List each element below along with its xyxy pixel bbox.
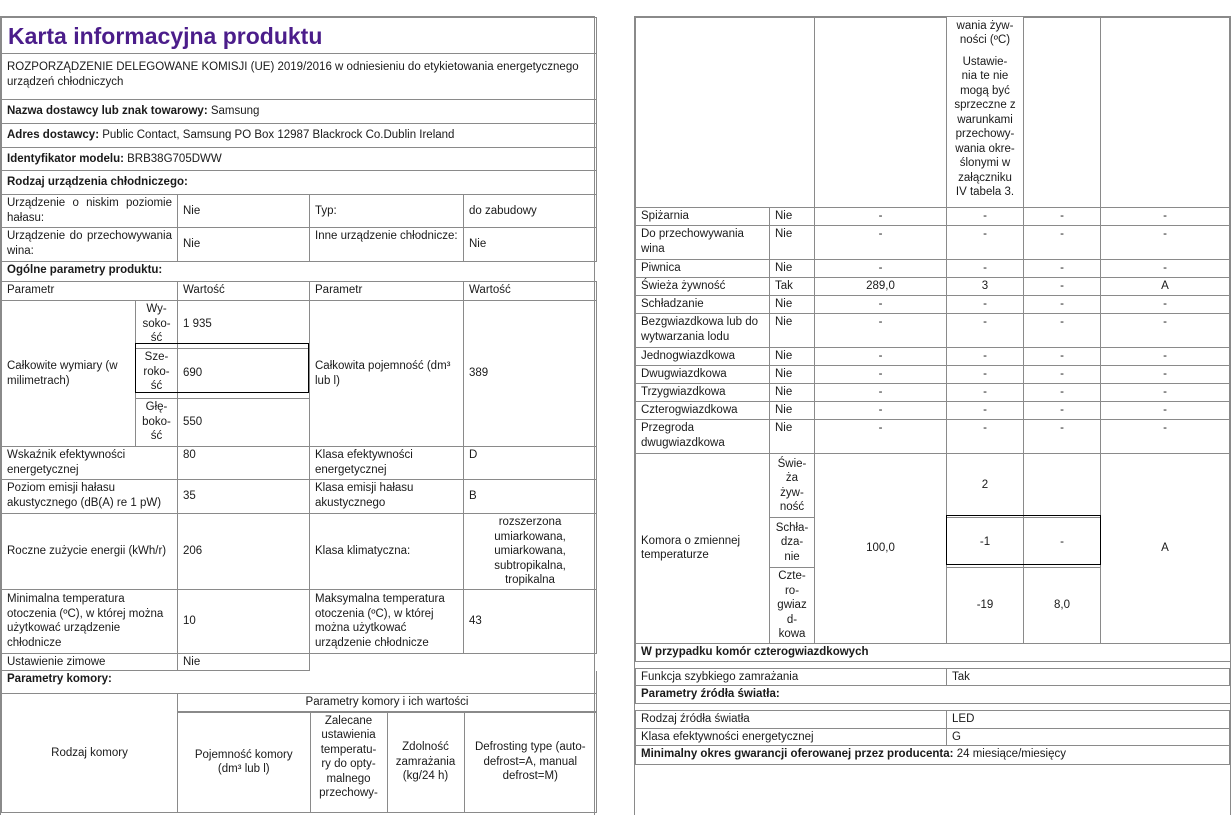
address-value: Public Contact, Samsung PO Box 12987 Blackrock Co.Dublin Ireland [102,129,455,142]
compartment-present: Nie [770,226,815,260]
compartment-defrost: - [1101,384,1230,402]
compartment-volume: - [815,296,947,314]
variable-compartment-row [636,454,1230,518]
model-row [2,148,597,171]
compartment-freeze: - [1024,366,1101,384]
min-temp-value: 10 [178,589,310,653]
col-defrost-header: Defrosting type (auto-defrost=A, manual defrost=M) [464,712,596,812]
page-left [0,16,595,815]
compartment-freeze: - [1024,384,1101,402]
compartment-temp: - [947,314,1024,348]
compartment-row [636,348,1230,366]
compartment-temp: - [947,420,1024,454]
light-class-label: Klasa efektywności energetycznej [636,728,947,746]
compartment-temp: - [947,348,1024,366]
compartment-present: Nie [770,366,815,384]
compartment-name: Do przechowywania wina [636,226,770,260]
supplier-label: Nazwa dostawcy lub znak towarowy: [7,105,208,118]
low-noise-value: Nie [178,195,310,228]
compartment-present: Nie [770,296,815,314]
compartment-defrost: A [1101,278,1230,296]
col-value-2: Wartość [464,282,597,301]
compartment-freeze: - [1024,260,1101,278]
col-value: Wartość [178,282,310,301]
compartment-name: Spiżarnia [636,208,770,226]
climate-label: Klasa klimatyczna: [310,514,464,590]
compartment-row [636,420,1230,454]
compartment-name: Schładzanie [636,296,770,314]
col-type-header: Rodzaj komory [2,694,178,813]
compartment-name: Czterogwiazdkowa [636,402,770,420]
variable-mode-temp: -1 [947,518,1024,568]
variable-mode-temp: -19 [947,568,1024,644]
compartment-temp: - [947,402,1024,420]
variable-compartment-defrost: A [1101,454,1230,644]
compartment-name: Świeża żywność [636,278,770,296]
compartment-freeze: - [1024,208,1101,226]
compartment-table [635,17,1230,765]
model-label: Identyfikator modelu: [7,152,124,165]
compartment-temp: - [947,296,1024,314]
document-title: Karta informacyjna produktu [2,18,597,54]
variable-mode-temp: 2 [947,454,1024,518]
compartment-volume: - [815,384,947,402]
height-label: Wy- soko- ść [136,301,178,349]
light-type-value: LED [947,711,1230,729]
wine-label: Urządzenie do przechowywania wina: [2,228,178,262]
col-temp-header-cont: wania żyw- ności (ºC) Ustawie- nia te nie mogą być sprzeczne z warunkami przechowy- wania okre- ślonymi w załączniku IV tabela 3. [947,18,1024,208]
model-value: BRB38G705DWW [127,152,222,165]
light-header: Parametry źródła światła: [636,686,1230,704]
compartment-defrost: - [1101,420,1230,454]
compartment-volume: - [815,260,947,278]
appliance-header: Rodzaj urządzenia chłodniczego: [2,171,597,195]
compartment-name: Przegroda dwugwiazdkowa [636,420,770,454]
warranty-value: 24 miesiące/miesięcy [956,748,1066,760]
compartment-freeze: - [1024,296,1101,314]
compartment-row [636,314,1230,348]
noise-label: Poziom emisji hałasu akustycznego (dB(A) re 1 pW) [2,480,178,514]
compartment-present: Nie [770,314,815,348]
compartment-defrost: - [1101,402,1230,420]
type-label: Typ: [310,195,464,228]
compartment-freeze: - [1024,348,1101,366]
compartment-volume: - [815,226,947,260]
energy-label: Roczne zużycie energii (kWh/r) [2,514,178,590]
compartment-freeze: - [1024,278,1101,296]
compartment-freeze: - [1024,402,1101,420]
light-type-label: Rodzaj źródła światła [636,711,947,729]
compartment-row [636,296,1230,314]
compartment-freeze: - [1024,420,1101,454]
climate-value: rozszerzona umiarkowana, umiarkowana, subtropikalna, tropikalna [464,514,597,590]
address-label: Adres dostawcy: [7,129,100,142]
four-star-header: W przypadku komór czterogwiazdkowych [636,643,1230,661]
variable-compartment-name: Komora o zmiennej temperaturze [636,454,770,644]
params-header: Parametry komory i ich wartości [178,694,597,712]
variable-mode-label: Czte- ro- gwiazd- kowa [770,568,815,644]
col-volume-header: Pojemność komory (dm³ lub l) [178,712,310,812]
compartment-defrost: - [1101,348,1230,366]
compartment-row [636,226,1230,260]
energy-value: 206 [178,514,310,590]
compartment-volume: 289,0 [815,278,947,296]
noise-value: 35 [178,480,310,514]
warranty-row [636,746,1230,765]
compartment-temp: - [947,384,1024,402]
compartment-volume: - [815,348,947,366]
compartment-row [636,208,1230,226]
fast-freeze-label: Funkcja szybkiego zamrażania [636,668,947,686]
variable-mode-freeze: 8,0 [1024,568,1101,644]
variable-mode-freeze [1024,454,1101,518]
compartment-name: Trzygwiazdkowa [636,384,770,402]
compartment-freeze: - [1024,226,1101,260]
compartment-volume: - [815,366,947,384]
variable-compartment-volume: 100,0 [815,454,947,644]
regulation-text: ROZPORZĄDZENIE DELEGOWANE KOMISJI (UE) 2019/2016 w odniesieniu do etykietowania energetycznego urządzeń chłodniczych [2,54,597,100]
col-param: Parametr [2,282,178,301]
compartment-defrost: - [1101,366,1230,384]
eclass-label: Klasa efektywności energetycznej [310,447,464,480]
eei-label: Wskaźnik efektywności energetycznej [2,447,178,480]
noise-class-value: B [464,480,597,514]
volume-label: Całkowita pojemność (dm³ lub l) [310,301,464,447]
dims-label: Całkowite wymiary (w milimetrach) [2,301,136,447]
compartment-volume: - [815,420,947,454]
other-value: Nie [464,228,597,262]
col-temp-header-top: Zalecane ustawienia temperatu- ry do opty- malnego przechowy- [310,712,387,812]
compartment-volume: - [815,314,947,348]
col-param-2: Parametr [310,282,464,301]
compartment-row [636,260,1230,278]
supplier-value: Samsung [210,105,260,118]
compartment-defrost: - [1101,260,1230,278]
compartment-defrost: - [1101,296,1230,314]
compartment-freeze: - [1024,314,1101,348]
light-class-value: G [947,728,1230,746]
compartment-name: Piwnica [636,260,770,278]
address-row [2,124,597,148]
winter-label: Ustawienie zimowe [2,653,178,671]
width-label: Sze- roko- ść [136,349,178,399]
compartment-temp: - [947,208,1024,226]
winter-empty [310,653,597,671]
min-temp-label: Minimalna temperatura otoczenia (ºC), w której można użytkować urządzenie chłodnicze [2,589,178,653]
product-info-table [1,17,597,813]
compartment-temp: - [947,366,1024,384]
compartment-header: Parametry komory: [2,671,597,694]
col-freeze-header: Zdolność zamrażania (kg/24 h) [387,712,464,812]
compartment-row [636,278,1230,296]
compartment-row [636,366,1230,384]
compartment-present: Tak [770,278,815,296]
compartment-temp: - [947,260,1024,278]
compartment-present: Nie [770,420,815,454]
compartment-present: Nie [770,260,815,278]
compartment-row [636,384,1230,402]
depth-label: Głę- boko- ść [136,399,178,447]
compartment-volume: - [815,402,947,420]
compartment-name: Dwugwiazdkowa [636,366,770,384]
page-right [634,16,1231,815]
noise-class-label: Klasa emisji hałasu akustycznego [310,480,464,514]
compartment-defrost: - [1101,314,1230,348]
type-value: do zabudowy [464,195,597,228]
warranty-label: Minimalny okres gwarancji oferowanej przez producenta: [641,748,954,760]
compartment-present: Nie [770,348,815,366]
compartment-temp: - [947,226,1024,260]
winter-value: Nie [178,653,310,671]
compartment-temp: 3 [947,278,1024,296]
compartment-present: Nie [770,402,815,420]
max-temp-value: 43 [464,589,597,653]
width-value: 690 [178,349,310,399]
compartment-name: Bezgwiazdkowa lub do wytwarzania lodu [636,314,770,348]
variable-mode-label: Świe- ża żyw- ność [770,454,815,518]
wine-value: Nie [178,228,310,262]
general-header: Ogólne parametry produktu: [2,262,597,282]
variable-mode-label: Schła- dza- nie [770,518,815,568]
compartment-present: Nie [770,208,815,226]
eei-value: 80 [178,447,310,480]
compartment-rows [636,208,1230,644]
eclass-value: D [464,447,597,480]
compartment-name: Jednogwiazdkowa [636,348,770,366]
variable-mode-freeze: - [1024,518,1101,568]
fast-freeze-value: Tak [947,668,1230,686]
depth-value: 550 [178,399,310,447]
compartment-volume: - [815,208,947,226]
low-noise-label: Urządzenie o niskim poziomie hałasu: [2,195,178,228]
other-label: Inne urządzenie chłodnicze: [310,228,464,262]
supplier-row [2,100,597,124]
volume-value: 389 [464,301,597,447]
height-value: 1 935 [178,301,310,349]
compartment-defrost: - [1101,226,1230,260]
max-temp-label: Maksymalna temperatura otoczenia (ºC), w której można użytkować urządzenie chłodnicze [310,589,464,653]
compartment-present: Nie [770,384,815,402]
compartment-row [636,402,1230,420]
compartment-defrost: - [1101,208,1230,226]
